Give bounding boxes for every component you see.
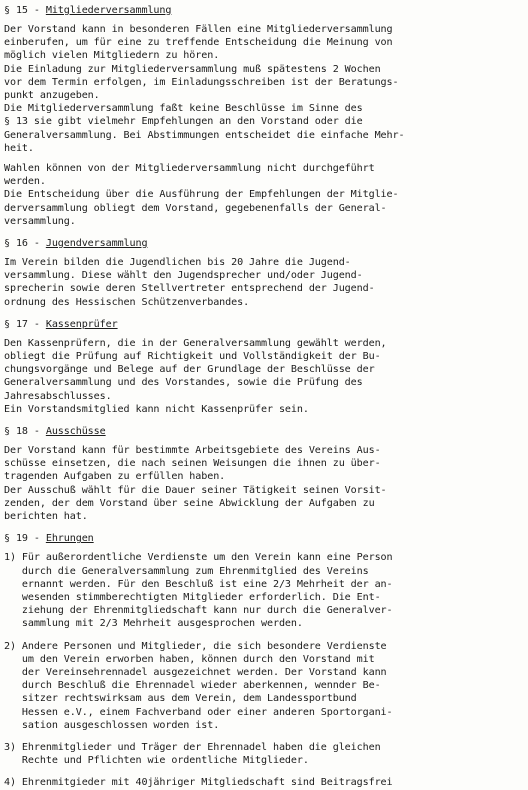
text-line: Im Verein bilden die Jugendlichen bis 20 Jahre die Jugend-: [4, 257, 351, 269]
text-line: Ein Vorstandsmitglied kann nicht Kassenprüfer sein.: [4, 403, 309, 415]
spacer: [4, 523, 518, 532]
section-heading: [4, 532, 518, 546]
section: [4, 532, 518, 789]
spacer: [4, 416, 518, 425]
text-line: sammlung mit 2/3 Mehrheit ausgesprochen werden.: [4, 618, 303, 630]
text-line: zenden, der dem Vorstand über seine Abwicklung der Aufgaben zu: [4, 497, 375, 509]
spacer: [4, 732, 518, 741]
text-line: derversammlung obliegt dem Vorstand, gegebenenfalls der General-: [4, 202, 387, 214]
text-line: Wahlen können von der Mitgliederversammlung nicht durchgeführt: [4, 163, 375, 175]
text-line: ordnung des Hessischen Schützenverbandes.: [4, 296, 250, 308]
paragraph: [4, 337, 518, 416]
text-line: schüsse einsetzen, die nach seinen Weisungen die ihnen zu über-: [4, 458, 381, 470]
list-item: [4, 776, 518, 789]
text-line: werden.: [4, 176, 46, 188]
text-line: durch Beschluß die Ehrennadel wieder aberkennen, wennder Be-: [4, 680, 381, 692]
spacer: [4, 631, 518, 640]
text-line: Generalversammlung und des Vorstandes, sowie die Prüfung des: [4, 377, 363, 389]
text-line: Den Kassenprüfern, die in der Generalversammlung gewählt werden,: [4, 337, 387, 349]
section-number: § 17 -: [4, 318, 46, 330]
text-line: vor dem Termin erfolgen, im Einladungsschreiben ist der Beratungs-: [4, 76, 399, 88]
text-line: Rechte und Pflichten wie ordentliche Mitglieder.: [4, 755, 309, 767]
text-line: 2) Andere Personen und Mitglieder, die sich besondere Verdienste: [4, 640, 387, 652]
section: [4, 4, 518, 228]
text-line: § 13 sie gibt vielmehr Empfehlungen an den Vorstand oder die: [4, 116, 363, 128]
text-line: Jahresabschlusses.: [4, 390, 112, 402]
text-line: 1) Für außerordentliche Verdienste um den Verein kann eine Person: [4, 552, 393, 564]
section-heading: [4, 237, 518, 251]
text-line: Die Entscheidung über die Ausführung der Empfehlungen der Mitglie-: [4, 189, 399, 201]
section-number: § 16 -: [4, 238, 46, 250]
section: [4, 425, 518, 523]
section-title: Jugendversammlung: [45, 238, 148, 250]
text-line: punkt anzugeben.: [4, 90, 100, 102]
text-line: heit.: [4, 142, 34, 154]
text-line: Die Einladung zur Mitgliederversammlung muß spätestens 2 Wochen: [4, 63, 381, 75]
text-line: Die Mitgliederversammlung faßt keine Beschlüsse im Sinne des: [4, 103, 363, 115]
section-number: § 15 -: [4, 5, 46, 16]
text-line: der Vereinsehrennadel ausgezeichnet werden. Der Vorstand kann: [4, 666, 387, 678]
text-line: 4) Ehrenmitgieder mit 40jähriger Mitgliedschaft sind Beitragsfrei: [4, 777, 393, 789]
text-line: 3) Ehrenmitglieder und Träger der Ehrennadel haben die gleichen: [4, 741, 381, 753]
list-item: [4, 640, 518, 732]
text-line: chungsvorgänge und Belege auf der Grundlage der Beschlüsse der: [4, 364, 375, 376]
spacer: [4, 309, 518, 318]
list-item: [4, 551, 518, 630]
text-line: Der Ausschuß wählt für die Dauer seiner Tätigkeit seinen Vorsit-: [4, 484, 387, 496]
section-number: § 19 -: [4, 533, 46, 545]
spacer: [4, 767, 518, 776]
section-heading: [4, 4, 518, 18]
text-line: Der Vorstand kann für bestimmte Arbeitsgebiete des Vereins Aus-: [4, 445, 381, 457]
section-heading: [4, 318, 518, 332]
text-line: einberufen, um für eine zu treffende Entscheidung die Meinung von: [4, 37, 393, 49]
spacer: [4, 155, 518, 162]
paragraph: [4, 23, 518, 155]
text-line: ziehung der Ehrenmitgliedschaft kann nur durch die Generalver-: [4, 605, 393, 617]
section-title: Ehrungen: [45, 533, 94, 545]
text-line: wesenden stimmberechtigten Mitglieder erforderlich. Die Ent-: [4, 591, 381, 603]
section-heading: [4, 425, 518, 439]
section-number: § 18 -: [4, 426, 46, 438]
text-line: sprecherin sowie deren Stellvertreter entsprechend der Jugend-: [4, 283, 375, 295]
section-title: Ausschüsse: [45, 426, 106, 438]
text-line: versammlung.: [4, 215, 76, 227]
paragraph: [4, 162, 518, 228]
text-line: Generalversammlung. Bei Abstimmungen entscheidet die einfache Mehr-: [4, 129, 405, 141]
text-line: sitzer rechtswirksam aus dem Verein, dem Landessportbund: [4, 693, 357, 705]
text-line: berichten hat.: [4, 511, 88, 523]
text-line: sation ausgeschlossen worden ist.: [4, 719, 220, 731]
text-line: obliegt die Prüfung auf Richtigkeit und Vollständigkeit der Bu-: [4, 351, 381, 363]
text-line: durch die Generalversammlung zum Ehrenmitglied des Vereins: [4, 565, 369, 577]
section-title: Mitgliederversammlung: [45, 5, 172, 16]
section: [4, 237, 518, 309]
paragraph: [4, 256, 518, 309]
text-line: Hessen e.V., einem Fachverband oder einer anderen Sportorgani-: [4, 706, 393, 718]
text-line: tragenden Aufgaben zu erfüllen haben.: [4, 471, 226, 483]
text-line: um den Verein erworben haben, können durch den Vorstand mit: [4, 653, 375, 665]
spacer: [4, 228, 518, 237]
section-title: Kassenprüfer: [45, 318, 118, 330]
text-line: versammlung. Diese wählt den Jugendsprecher und/oder Jugend-: [4, 270, 363, 282]
text-line: möglich vielen Mitgliedern zu hören.: [4, 50, 220, 62]
section: [4, 318, 518, 416]
list-item: [4, 741, 518, 767]
text-line: ernannt werden. Für den Beschluß ist eine 2/3 Mehrheit der an-: [4, 578, 393, 590]
text-line: Der Vorstand kann in besonderen Fällen eine Mitgliederversammlung: [4, 24, 393, 35]
paragraph: [4, 444, 518, 523]
